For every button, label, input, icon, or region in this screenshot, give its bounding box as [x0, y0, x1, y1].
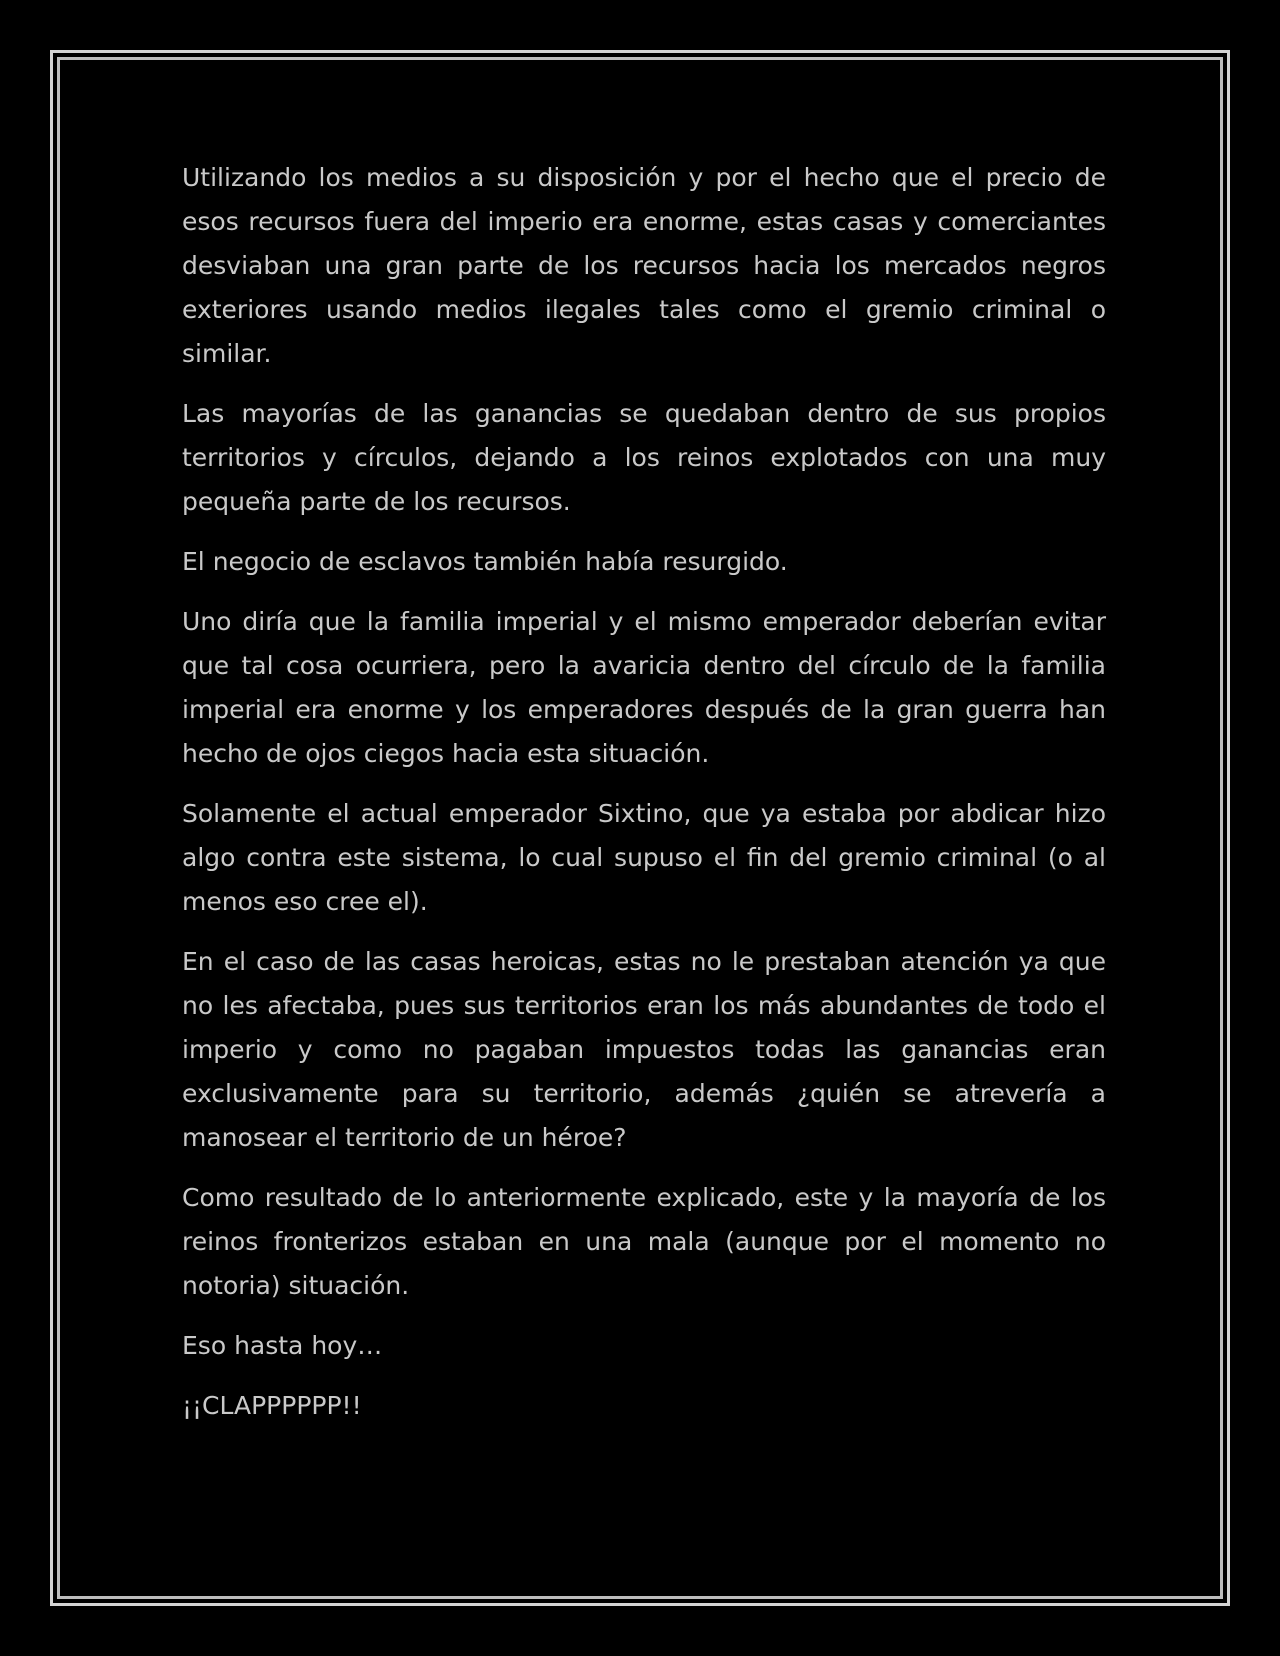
paragraph: Utilizando los medios a su disposición y por el hecho que el precio de esos recursos fuera del imperio era enorme, estas casas y comerciantes desviaban una gran parte de los recursos hacia los mercados negros exteriores usando medios ilegales tales como el gremio criminal o similar. — [182, 163, 1106, 368]
paragraph: Eso hasta hoy… — [182, 1331, 383, 1360]
paragraph: En el caso de las casas heroicas, estas no le prestaban atención ya que no les afectaba, pues sus territorios eran los más abundantes de todo el imperio y como no pagaban impuestos todas las ganancias eran exclusivamente para su territorio, además ¿quién se atrevería a manosear el territorio de un héroe? — [182, 947, 1106, 1152]
document-body — [182, 156, 1106, 1444]
paragraph: El negocio de esclavos también había resurgido. — [182, 547, 788, 576]
paragraph: Como resultado de lo anteriormente explicado, este y la mayoría de los reinos fronterizos estaban en una mala (aunque por el momento no notoria) situación. — [182, 1183, 1106, 1300]
paragraph: ¡¡CLAPPPPPP!! — [182, 1391, 362, 1420]
paragraph: Las mayorías de las ganancias se quedaban dentro de sus propios territorios y círculos, dejando a los reinos explotados con una muy pequeña parte de los recursos. — [182, 399, 1106, 516]
page-frame-inner — [57, 57, 1223, 1599]
page-frame-outer — [50, 50, 1230, 1606]
paragraph: Uno diría que la familia imperial y el mismo emperador deberían evitar que tal cosa ocurriera, pero la avaricia dentro del círculo de la familia imperial era enorme y los emperadores después de la gran guerra han hecho de ojos ciegos hacia esta situación. — [182, 607, 1106, 768]
paragraph: Solamente el actual emperador Sixtino, que ya estaba por abdicar hizo algo contra este sistema, lo cual supuso el fin del gremio criminal (o al menos eso cree el). — [182, 799, 1106, 916]
